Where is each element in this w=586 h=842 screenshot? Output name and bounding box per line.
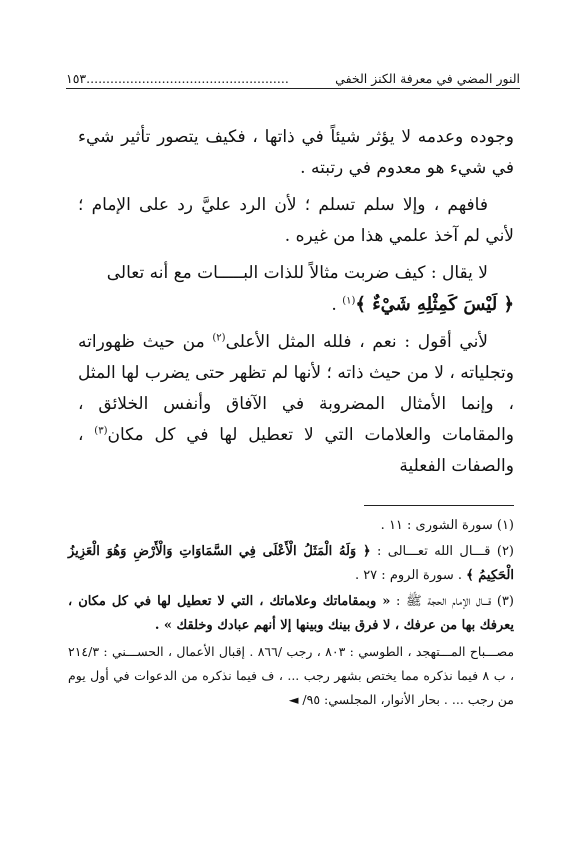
paragraph-2-text: فافهم ، وإلا سلم تسلم ؛ لأن الرد عليَّ رد على الإمام ؛ لأني لم آخذ علمي هذا من غيره . — [78, 195, 514, 246]
footnote-1 — [68, 514, 514, 538]
footnote-3-sources-text: مصـــباح المـــتهجد ، الطوسي : ٨٠٣ ، رجب /٨٦٦ . إقبال الأعمال ، الحســـني : ٢١٤/٣ ، ب ٨ فيما نذكره مما يختص بشهر رجب ... ، ف فيما نذكره من الدعوات في أول يوم من رجب ... . بحار الأنوار، المجلسي: ٩٥/ ◄ — [68, 644, 515, 707]
page-number: ...................................................١٥٣ — [66, 71, 289, 86]
footnote-ref-2: (٢) — [212, 332, 226, 344]
paragraph-4-text-b: من حيث ظهوراته وتجلياته ، لا من حيث ذاته ؛ لأنها لم تظهر حتى يضرب لها المثل ، وإنما الأمثال المضروبة في الآفاق وأنفس الخلائق ، والمقامات والعلامات التي لا تعطيل لها في كل مكان — [78, 332, 515, 445]
footnote-ref-1: (١) — [342, 295, 356, 307]
paragraph-4-text-a: لأني أقول : نعم ، فلله المثل الأعلى — [225, 332, 488, 352]
footnote-3-quote: « وبمقاماتك وعلاماتك ، التي لا تعطيل لها في كل مكان ، يعرفك بها من عرفك ، لا فرق بينك وبينها إلا أنهم عبادك وخلقك » . — [68, 594, 514, 633]
footnote-2-source: . سورة الروم : ٢٧ . — [354, 568, 467, 583]
paragraph-3-end: . — [331, 295, 343, 315]
footnote-2-verse: ﴿ وَلَهُ الْمَثَلُ الْأَعْلَى فِي السَّمَاوَاتِ وَالْأَرْضِ وَهُوَ الْعَزِيزُ الْحَكِيمُ ﴾ — [68, 544, 514, 583]
main-text — [78, 122, 514, 488]
footnote-ref-3: (٣) — [94, 425, 108, 437]
footnote-1-text: (١) سورة الشورى : ١١ . — [380, 518, 514, 533]
footnote-3 — [68, 590, 514, 638]
paragraph-1 — [78, 122, 514, 184]
paragraph-4 — [78, 327, 514, 482]
running-header — [66, 64, 520, 89]
footnotes — [68, 514, 514, 714]
paragraph-3 — [78, 258, 514, 321]
paragraph-4-text-c: ، والصفات الفعلية — [78, 425, 514, 476]
paragraph-3-text: لا يقال : كيف ضربت مثالاً للذات البـــــات مع أنه تعالى — [106, 263, 488, 283]
footnote-2 — [68, 540, 514, 588]
quran-verse: ﴿ لَيْسَ كَمِثْلِهِ شَيْءٌ ﴾ — [355, 294, 514, 315]
paragraph-1-text: وجوده وعدمه لا يؤثر شيئاً في ذاتها ، فكيف يتصور تأثير شيء في شيء هو معدوم في رتبته . — [78, 127, 514, 178]
footnote-3-intro: (٣) قـــال الإمام الحجة ﷺ : — [390, 594, 514, 609]
paragraph-2 — [78, 190, 514, 252]
book-title: النور المضي في معرفة الكنز الخفي — [335, 71, 520, 86]
footnote-divider — [364, 505, 514, 506]
footnote-3-sources — [68, 640, 514, 712]
footnote-2-intro: (٢) قـــال الله تعـــالى : — [370, 544, 514, 559]
